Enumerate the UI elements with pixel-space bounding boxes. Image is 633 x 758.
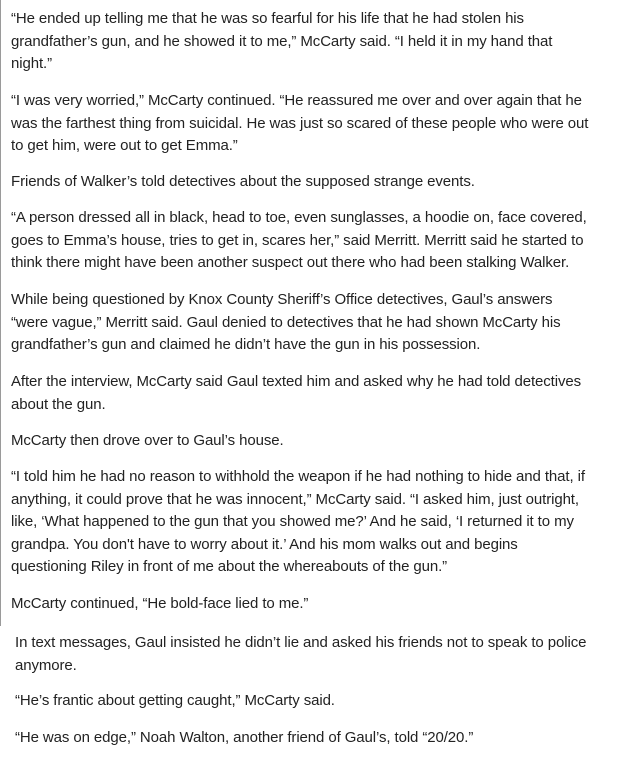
paragraph-line: grandfather’s gun, and he showed it to me,” McCarty said. “I held it in my hand that xyxy=(11,32,553,50)
paragraph-line: “I was very worried,” McCarty continued. “He reassured me over and over again that he xyxy=(11,92,582,109)
paragraph-line: grandfather’s gun and claimed he didn’t have the gun in his possession. xyxy=(11,336,481,353)
paragraph-line: “He was on edge,” Noah Walton, another friend of Gaul’s, told “20/20.” xyxy=(15,729,474,746)
paragraph-line: In text messages, Gaul insisted he didn’t lie and asked his friends not to speak to police xyxy=(15,634,587,651)
paragraph-line: “were vague,” Merritt said. Gaul denied to detectives that he had shown McCarty his xyxy=(11,313,561,331)
paragraph-line: was the farthest thing from suicidal. He was just so scared of these people who were out xyxy=(11,114,589,132)
paragraph-line: to get him, were out to get Emma.” xyxy=(11,137,238,154)
paragraph-4 xyxy=(11,207,587,275)
paragraph-11 xyxy=(15,690,335,713)
paragraph-9 xyxy=(11,593,308,616)
paragraph-6 xyxy=(11,371,581,416)
paragraph-line: McCarty then drove over to Gaul’s house. xyxy=(11,432,284,449)
paragraph-line: anything, it could prove that he was innocent,” McCarty said. “I asked him, just outright, xyxy=(11,490,579,508)
paragraph-line: Friends of Walker’s told detectives about the supposed strange events. xyxy=(11,173,475,190)
paragraph-line: goes to Emma’s house, tries to get in, scares her,” said Merritt. Merritt said he started to xyxy=(11,231,584,249)
paragraph-7 xyxy=(11,430,284,453)
paragraph-line: “He’s frantic about getting caught,” McCarty said. xyxy=(15,692,335,709)
paragraph-line: anymore. xyxy=(15,656,77,674)
paragraph-line: “A person dressed all in black, head to toe, even sunglasses, a hoodie on, face covered, xyxy=(11,209,587,226)
paragraph-5 xyxy=(11,289,560,357)
paragraph-line: “I told him he had no reason to withhold the weapon if he had nothing to hide and that, if xyxy=(11,468,585,485)
paragraph-line: “He ended up telling me that he was so fearful for his life that he had stolen his xyxy=(11,10,524,27)
paragraph-1 xyxy=(11,8,552,76)
paragraph-line: After the interview, McCarty said Gaul texted him and asked why he had told detectives xyxy=(11,373,582,390)
paragraph-line: grandpa. You don't have to worry about it.’ And his mom walks out and begins xyxy=(11,535,518,553)
paragraph-8 xyxy=(11,466,585,579)
paragraph-2 xyxy=(11,90,588,158)
article-section-lower xyxy=(3,626,633,758)
paragraph-line: like, ‘What happened to the gun that you showed me?’ And he said, ‘I returned it to my xyxy=(11,513,574,530)
paragraph-line: night.” xyxy=(11,55,52,72)
paragraph-line: about the gun. xyxy=(11,395,106,413)
paragraph-line: questioning Riley in front of me about the whereabouts of the gun.” xyxy=(11,558,448,575)
paragraph-3 xyxy=(11,171,475,194)
paragraph-line: McCarty continued, “He bold-face lied to me.” xyxy=(11,595,309,612)
paragraph-10 xyxy=(15,632,586,677)
paragraph-line: While being questioned by Knox County Sheriff’s Office detectives, Gaul’s answers xyxy=(11,291,553,308)
paragraph-12 xyxy=(15,727,473,750)
paragraph-line: think there might have been another suspect out there who had been stalking Walker. xyxy=(11,254,570,271)
